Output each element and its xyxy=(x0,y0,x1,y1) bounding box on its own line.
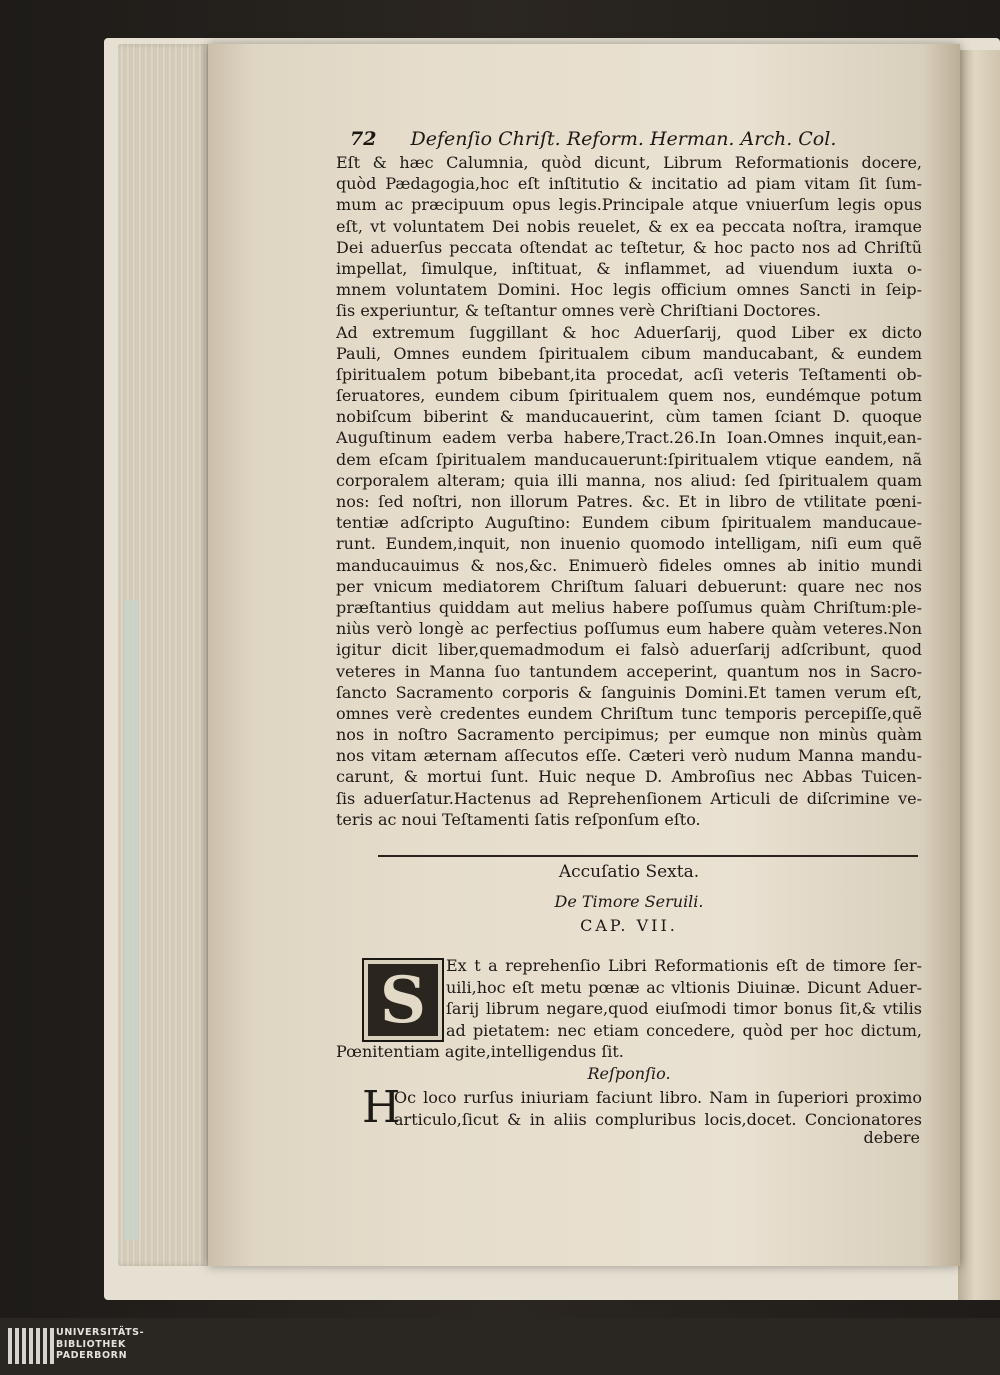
text-line: impellat, ſimulque, inſtituat, & inflammet, ad viuendum iuxta o- xyxy=(336,258,922,278)
section-subtitle: De Timore Seruili. xyxy=(554,892,704,911)
text-line: ſeruatores, eundem cibum ſpiritualem quem nos, eundémque potum xyxy=(336,386,922,406)
text-line: Auguſtinum eadem verba habere,Tract.26.In Ioan.Omnes inquit,ean- xyxy=(336,428,922,448)
text-line: Eſt & hæc Calumnia, quòd dicunt, Librum Reformationis docere, xyxy=(336,153,922,172)
text-line: articulo,ſicut & in aliis compluribus locis,docet. Concionatores xyxy=(394,1109,922,1129)
decorated-initial-letter: S xyxy=(379,962,427,1038)
section-title: Accuſatio Sexta. xyxy=(558,862,700,882)
text-line: ad pietatem: nec etiam concedere, quòd per hoc dictum, xyxy=(446,1020,922,1040)
text-line: niùs verò longè ac perfectius poſſumus eum habere quàm veteres.Non xyxy=(336,619,922,639)
logo-line-3: PADERBORN xyxy=(56,1350,128,1361)
footer-bar xyxy=(0,1318,1000,1375)
text-line: Ad extremum ſuggillant & hoc Aduerſarij, quod Liber ex dicto xyxy=(336,322,922,342)
text-line: omnes verè credentes eundem Chriſtum tunc temporis percepiſſe,quẽ xyxy=(336,703,922,723)
running-head xyxy=(350,128,870,150)
text-line: ſis aduerſatur.Hactenus ad Reprehenſionem Articuli de diſcrimine ve- xyxy=(336,788,922,808)
body-text xyxy=(336,152,922,830)
section-text xyxy=(336,955,922,1063)
text-line: nos in noſtro Sacramento percipimus; per eumque non minùs quàm xyxy=(336,725,922,745)
text-line: tentiæ adſcripto Auguſtino: Eundem cibum ſpiritualem manducaue- xyxy=(336,513,922,533)
text-line: dem eſcam ſpiritualem manducauerunt:ſpiritualem vtique eandem, nã xyxy=(336,449,922,469)
text-line: carunt, & mortui ſunt. Huic neque D. Ambroſius nec Abbas Tuicen- xyxy=(336,767,922,787)
text-line: ſpiritualem potum bibebant,ita procedat, acſi veteris Teſtamenti ob- xyxy=(336,364,922,384)
text-line: nos: ſed noſtri, non illorum Patres. &c. Et in libro de vtilitate pœni- xyxy=(336,492,922,511)
text-line: ſarij librum negare,quod eiuſmodi timor bonus ſit,& vtilis xyxy=(446,999,922,1018)
text-line: veteres in Manna ſuo tantundem acceperint, quantum nos in Sacro- xyxy=(336,661,922,681)
responsio-initial: H xyxy=(362,1082,401,1133)
text-line: runt. Eundem,inquit, non inuenio quomodo intelligam, niſi eum quẽ xyxy=(336,534,922,554)
section-rule xyxy=(378,855,918,857)
text-line: ſis experiuntur, & teſtantur omnes verè Chriſtiani Doctores. xyxy=(336,301,821,321)
text-line: manducauimus & nos,&c. Enimuerò fideles omnes ab initio mundi xyxy=(336,555,922,575)
text-line: eſt, vt voluntatem Dei nobis reuelet, & ex ea peccata noſtra, iramque xyxy=(336,216,922,236)
facing-page-edge xyxy=(958,50,1000,1300)
chapter-heading: CAP. VII. xyxy=(580,916,678,935)
text-line: mnem voluntatem Domini. Hoc legis officium omnes Sancti in ſeip- xyxy=(336,280,922,300)
text-line: nobiſcum biberint & manducauerint, cùm tamen ſciant D. quoque xyxy=(336,407,922,427)
bookmark-strip xyxy=(124,600,138,1240)
catchword: debere xyxy=(863,1128,920,1147)
text-line: Pœnitentiam agite,intelligendus ſit. xyxy=(336,1042,624,1061)
text-line: Ex t a reprehenſio Libri Reformationis eſt de timore ſer- xyxy=(446,956,922,975)
text-line: per vnicum mediatorem Chriſtum ſaluari debuerunt: quare nec nos xyxy=(336,576,922,596)
text-line: Oc loco rurſus iniuriam faciunt libro. Nam in ſuperiori proximo xyxy=(394,1088,922,1107)
text-line: quòd Pædagogia,hoc eſt inſtitutio & incitatio ad piam vitam ſit ſum- xyxy=(336,174,922,194)
text-line: ſancto Sacramento corporis & ſanguinis Domini.Et tamen verum eſt, xyxy=(336,682,922,702)
page-number: 72 xyxy=(350,128,377,150)
logo-line-1: UNIVERSITÄTS- xyxy=(56,1327,145,1338)
text-line: Pauli, Omnes eundem ſpiritualem cibum manducabant, & eundem xyxy=(336,343,922,363)
text-line: teris ac noui Teſtamenti ſatis reſponſum eſto. xyxy=(336,809,701,829)
responsio-heading: Reſponſio. xyxy=(587,1064,671,1083)
text-line: uili,hoc eſt metu pœnæ ac vltionis Diuinæ. Dicunt Aduer- xyxy=(446,977,922,997)
text-line: mum ac præcipuum opus legis.Principale atque vniuerſum legis opus xyxy=(336,195,922,215)
library-logo-icon xyxy=(8,1328,54,1364)
library-logo-text xyxy=(56,1327,144,1362)
text-line: nos vitam æternam aſſecutos eſſe. Cæteri verò nudum Manna mandu- xyxy=(336,746,922,766)
text-line: Dei aduerſus peccata oſtendat ac teſtetur, & hoc pacto nos ad Chriſtũ xyxy=(336,237,922,257)
text-line: igitur dicit liber,quemadmodum ei falsò aduerſarij adſcribunt, quod xyxy=(336,640,922,660)
running-title: Defenſio Chriſt. Reform. Herman. Arch. Col. xyxy=(410,128,837,150)
text-line: præſtantius quiddam aut melius habere poſſumus quàm Chriſtum:ple- xyxy=(336,597,922,617)
logo-line-2: BIBLIOTHEK xyxy=(56,1338,126,1350)
responsio-text xyxy=(336,1082,922,1133)
text-line: corporalem alteram; quia illi manna, nos aliud: ſed ſpiritualem quam xyxy=(336,470,922,490)
